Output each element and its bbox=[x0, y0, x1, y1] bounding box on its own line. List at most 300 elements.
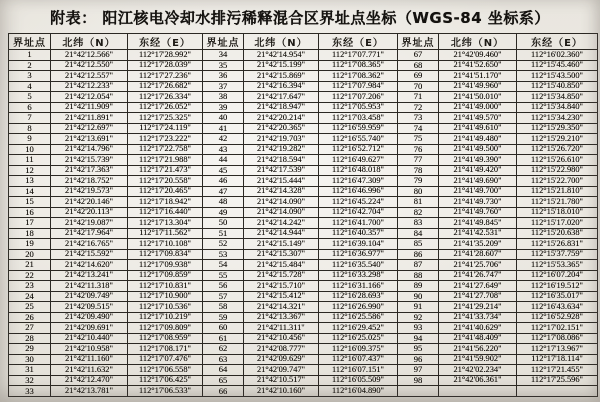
longitude-cell: 112°17'21.455" bbox=[517, 365, 598, 376]
latitude-cell: 21°42'09.460" bbox=[439, 50, 517, 61]
latitude-cell: 21°42'11.632" bbox=[51, 365, 128, 376]
point-id-cell: 32 bbox=[9, 375, 51, 386]
latitude-cell: 21°41'35.209" bbox=[439, 239, 517, 250]
latitude-cell: 21°42'14.242" bbox=[244, 218, 319, 229]
point-id-cell: 48 bbox=[203, 197, 244, 208]
point-id-cell: 83 bbox=[398, 218, 439, 229]
latitude-cell: 21°42'15.444" bbox=[244, 176, 319, 187]
point-id-cell: 88 bbox=[398, 270, 439, 281]
latitude-cell: 21°41'49.390" bbox=[439, 155, 517, 166]
latitude-cell: 21°42'14.321" bbox=[244, 302, 319, 313]
table-header-row bbox=[9, 34, 598, 50]
point-id-cell: 15 bbox=[9, 197, 51, 208]
table-row bbox=[9, 260, 598, 271]
longitude-cell: 112°17'25.596" bbox=[517, 375, 598, 386]
table-row bbox=[9, 123, 598, 134]
point-id-cell: 21 bbox=[9, 260, 51, 271]
longitude-cell: 112°16'33.298" bbox=[319, 270, 398, 281]
longitude-cell: 112°17'08.362" bbox=[319, 71, 398, 82]
latitude-cell: 21°42'15.199" bbox=[244, 60, 319, 71]
longitude-cell: 112°17'24.119" bbox=[128, 123, 203, 134]
latitude-cell: 21°41'42.531" bbox=[439, 228, 517, 239]
table-row bbox=[9, 354, 598, 365]
point-id-cell: 34 bbox=[203, 50, 244, 61]
point-id-cell: 46 bbox=[203, 176, 244, 187]
latitude-cell: 21°41'49.700" bbox=[439, 186, 517, 197]
point-id-cell: 14 bbox=[9, 186, 51, 197]
point-id-cell: 53 bbox=[203, 249, 244, 260]
point-id-cell: 52 bbox=[203, 239, 244, 250]
point-id-cell: 44 bbox=[203, 155, 244, 166]
longitude-cell: 112°17'02.151" bbox=[517, 323, 598, 334]
latitude-cell: 21°41'33.734" bbox=[439, 312, 517, 323]
point-id-cell: 85 bbox=[398, 239, 439, 250]
table-row bbox=[9, 102, 598, 113]
latitude-cell: 21°42'12.557" bbox=[51, 71, 128, 82]
latitude-cell: 21°42'09.515" bbox=[51, 302, 128, 313]
latitude-cell: 21°41'40.629" bbox=[439, 323, 517, 334]
latitude-cell: 21°41'56.220" bbox=[439, 344, 517, 355]
point-id-cell: 57 bbox=[203, 291, 244, 302]
longitude-cell: 112°17'09.859" bbox=[128, 270, 203, 281]
point-id-cell: 5 bbox=[9, 92, 51, 103]
coordinate-table bbox=[8, 33, 598, 397]
latitude-cell: 21°42'09.629" bbox=[244, 354, 319, 365]
table-row bbox=[9, 155, 598, 166]
latitude-cell: 21°42'15.869" bbox=[244, 71, 319, 82]
latitude-cell: 21°42'08.777" bbox=[244, 344, 319, 355]
longitude-cell: 112°16'42.704" bbox=[319, 207, 398, 218]
longitude-cell: 112°15'20.638" bbox=[517, 228, 598, 239]
latitude-cell: 21°41'27.708" bbox=[439, 291, 517, 302]
point-id-cell: 86 bbox=[398, 249, 439, 260]
point-id-cell: 20 bbox=[9, 249, 51, 260]
point-id-cell: 87 bbox=[398, 260, 439, 271]
latitude-cell: 21°42'09.749" bbox=[51, 291, 128, 302]
point-id-cell: 49 bbox=[203, 207, 244, 218]
longitude-cell: 112°17'05.953" bbox=[319, 102, 398, 113]
table-row bbox=[9, 375, 598, 386]
latitude-cell: 21°42'11.891" bbox=[51, 113, 128, 124]
point-id-cell: 42 bbox=[203, 134, 244, 145]
latitude-cell: 21°41'29.214" bbox=[439, 302, 517, 313]
latitude-cell: 21°41'48.409" bbox=[439, 333, 517, 344]
point-id-cell: 81 bbox=[398, 197, 439, 208]
longitude-cell: 112°16'46.996" bbox=[319, 186, 398, 197]
point-id-cell: 30 bbox=[9, 354, 51, 365]
point-id-cell: 71 bbox=[398, 92, 439, 103]
table-row bbox=[9, 239, 598, 250]
longitude-cell: 112°17'21.473" bbox=[128, 165, 203, 176]
longitude-cell: 112°17'10.831" bbox=[128, 281, 203, 292]
latitude-cell: 21°42'09.490" bbox=[51, 312, 128, 323]
point-id-cell: 22 bbox=[9, 270, 51, 281]
point-id-cell: 61 bbox=[203, 333, 244, 344]
document-title: 附表： 阳江核电冷却水排污稀释混合区界址点坐标（WGS-84 坐标系） bbox=[50, 9, 550, 27]
header-point: 界址点 bbox=[9, 34, 51, 50]
longitude-cell: 112°16'35.540" bbox=[319, 260, 398, 271]
table-row bbox=[9, 71, 598, 82]
longitude-cell: 112°15'29.350" bbox=[517, 123, 598, 134]
header-point: 界址点 bbox=[203, 34, 244, 50]
longitude-cell: 112°16'43.634" bbox=[517, 302, 598, 313]
point-id-cell: 79 bbox=[398, 176, 439, 187]
latitude-cell: 21°42'13.367" bbox=[244, 312, 319, 323]
latitude-cell: 21°42'15.739" bbox=[51, 155, 128, 166]
table-row bbox=[9, 186, 598, 197]
longitude-cell: 112°17'08.959" bbox=[128, 333, 203, 344]
table-row bbox=[9, 323, 598, 334]
point-id-cell: 3 bbox=[9, 71, 51, 82]
longitude-cell: 112°16'02.360" bbox=[517, 50, 598, 61]
latitude-cell: 21°42'15.592" bbox=[51, 249, 128, 260]
longitude-cell: 112°16'04.890" bbox=[319, 386, 398, 397]
header-lat: 北纬（N） bbox=[51, 34, 128, 50]
longitude-cell: 112°16'41.700" bbox=[319, 218, 398, 229]
longitude-cell: 112°16'19.512" bbox=[517, 281, 598, 292]
longitude-cell: 112°15'17.020" bbox=[517, 218, 598, 229]
latitude-cell: 21°42'15.307" bbox=[244, 249, 319, 260]
longitude-cell: 112°17'09.809" bbox=[128, 323, 203, 334]
latitude-cell: 21°42'15.149" bbox=[244, 239, 319, 250]
longitude-cell: 112°17'20.465" bbox=[128, 186, 203, 197]
table-row bbox=[9, 165, 598, 176]
point-id-cell: 60 bbox=[203, 323, 244, 334]
longitude-cell: 112°17'27.236" bbox=[128, 71, 203, 82]
latitude-cell: 21°42'16.394" bbox=[244, 81, 319, 92]
longitude-cell: 112°15'45.460" bbox=[517, 60, 598, 71]
point-id-cell: 69 bbox=[398, 71, 439, 82]
point-id-cell: 36 bbox=[203, 71, 244, 82]
longitude-cell: 112°16'26.990" bbox=[319, 302, 398, 313]
longitude-cell: 112°15'26.831" bbox=[517, 239, 598, 250]
header-lat: 北纬（N） bbox=[244, 34, 319, 50]
table-row bbox=[9, 92, 598, 103]
point-id-cell: 28 bbox=[9, 333, 51, 344]
longitude-cell: 112°16'07.151" bbox=[319, 365, 398, 376]
latitude-cell: 21°42'12.550" bbox=[51, 60, 128, 71]
point-id-cell: 77 bbox=[398, 155, 439, 166]
point-id-cell: 17 bbox=[9, 218, 51, 229]
point-id-cell: 6 bbox=[9, 102, 51, 113]
longitude-cell: 112°17'09.938" bbox=[128, 260, 203, 271]
longitude-cell: 112°15'40.850" bbox=[517, 81, 598, 92]
table-row bbox=[9, 134, 598, 145]
table-row bbox=[9, 197, 598, 208]
longitude-cell: 112°16'35.017" bbox=[517, 291, 598, 302]
header-lat: 北纬（N） bbox=[439, 34, 517, 50]
longitude-cell: 112°17'10.536" bbox=[128, 302, 203, 313]
point-id-cell: 9 bbox=[9, 134, 51, 145]
latitude-cell: 21°42'14.620" bbox=[51, 260, 128, 271]
point-id-cell: 39 bbox=[203, 102, 244, 113]
point-id-cell: 41 bbox=[203, 123, 244, 134]
longitude-cell: 112°17'18.942" bbox=[128, 197, 203, 208]
latitude-cell: 21°42'13.691" bbox=[51, 134, 128, 145]
longitude-cell: 112°17'28.039" bbox=[128, 60, 203, 71]
latitude-cell: 21°42'14.090" bbox=[244, 197, 319, 208]
point-id-cell: 50 bbox=[203, 218, 244, 229]
longitude-cell: 112°16'49.627" bbox=[319, 155, 398, 166]
point-id-cell: 24 bbox=[9, 291, 51, 302]
longitude-cell: 112°16'59.959" bbox=[319, 123, 398, 134]
point-id-cell: 64 bbox=[203, 365, 244, 376]
point-id-cell: 82 bbox=[398, 207, 439, 218]
header-lon: 东经（E） bbox=[517, 34, 598, 50]
longitude-cell: 112°16'55.740" bbox=[319, 134, 398, 145]
table-row bbox=[9, 333, 598, 344]
point-id-cell: 62 bbox=[203, 344, 244, 355]
longitude-cell: 112°17'06.425" bbox=[128, 375, 203, 386]
longitude-cell: 112°17'26.052" bbox=[128, 102, 203, 113]
longitude-cell: 112°17'08.365" bbox=[319, 60, 398, 71]
point-id-cell: 47 bbox=[203, 186, 244, 197]
point-id-cell: 40 bbox=[203, 113, 244, 124]
longitude-cell: 112°15'22.980" bbox=[517, 165, 598, 176]
latitude-cell: 21°42'15.728" bbox=[244, 270, 319, 281]
longitude-cell: 112°15'21.810" bbox=[517, 186, 598, 197]
longitude-cell: 112°15'34.840" bbox=[517, 102, 598, 113]
point-id-cell: 90 bbox=[398, 291, 439, 302]
latitude-cell: 21°42'11.311" bbox=[244, 323, 319, 334]
table-row bbox=[9, 60, 598, 71]
longitude-cell: 112°17'10.900" bbox=[128, 291, 203, 302]
point-id-cell: 12 bbox=[9, 165, 51, 176]
longitude-cell: 112°16'39.104" bbox=[319, 239, 398, 250]
longitude-cell: 112°17'06.558" bbox=[128, 365, 203, 376]
point-id-cell: 51 bbox=[203, 228, 244, 239]
longitude-cell: 112°17'21.988" bbox=[128, 155, 203, 166]
latitude-cell: 21°42'19.282" bbox=[244, 144, 319, 155]
latitude-cell: 21°42'17.964" bbox=[51, 228, 128, 239]
point-id-cell: 26 bbox=[9, 312, 51, 323]
point-id-cell: 84 bbox=[398, 228, 439, 239]
point-id-cell: 91 bbox=[398, 302, 439, 313]
latitude-cell: 21°42'10.958" bbox=[51, 344, 128, 355]
latitude-cell: 21°42'10.517" bbox=[244, 375, 319, 386]
latitude-cell: 21°42'11.160" bbox=[51, 354, 128, 365]
latitude-cell: 21°42'18.947" bbox=[244, 102, 319, 113]
table-row bbox=[9, 312, 598, 323]
latitude-cell: 21°41'49.500" bbox=[439, 144, 517, 155]
point-id-cell: 89 bbox=[398, 281, 439, 292]
point-id-cell: 55 bbox=[203, 270, 244, 281]
table-row bbox=[9, 291, 598, 302]
longitude-cell: 112°16'29.452" bbox=[319, 323, 398, 334]
point-id-cell: 80 bbox=[398, 186, 439, 197]
longitude-cell: 112°17'13.304" bbox=[128, 218, 203, 229]
table-row bbox=[9, 218, 598, 229]
point-id-cell: 68 bbox=[398, 60, 439, 71]
longitude-cell: 112°15'34.850" bbox=[517, 92, 598, 103]
longitude-cell: 112°16'36.977" bbox=[319, 249, 398, 260]
latitude-cell: 21°42'14.944" bbox=[244, 228, 319, 239]
latitude-cell: 21°42'15.484" bbox=[244, 260, 319, 271]
point-id-cell: 94 bbox=[398, 333, 439, 344]
point-id-cell: 72 bbox=[398, 102, 439, 113]
longitude-cell: 112°15'26.610" bbox=[517, 155, 598, 166]
latitude-cell: 21°41'49.730" bbox=[439, 197, 517, 208]
latitude-cell: 21°41'49.000" bbox=[439, 102, 517, 113]
point-id-cell: 8 bbox=[9, 123, 51, 134]
longitude-cell: 112°17'07.771" bbox=[319, 50, 398, 61]
table-row bbox=[9, 50, 598, 61]
latitude-cell: 21°42'12.697" bbox=[51, 123, 128, 134]
latitude-cell: 21°42'14.090" bbox=[244, 207, 319, 218]
point-id-cell: 93 bbox=[398, 323, 439, 334]
longitude-cell: 112°16'52.712" bbox=[319, 144, 398, 155]
point-id-cell: 76 bbox=[398, 144, 439, 155]
longitude-cell: 112°15'43.500" bbox=[517, 71, 598, 82]
longitude-cell: 112°15'29.210" bbox=[517, 134, 598, 145]
point-id-cell: 63 bbox=[203, 354, 244, 365]
longitude-cell: 112°17'07.984" bbox=[319, 81, 398, 92]
longitude-cell: 112°15'53.365" bbox=[517, 260, 598, 271]
latitude-cell: 21°42'12.233" bbox=[51, 81, 128, 92]
point-id-cell: 23 bbox=[9, 281, 51, 292]
point-id-cell: 59 bbox=[203, 312, 244, 323]
longitude-cell: 112°17'07.206" bbox=[319, 92, 398, 103]
table-row bbox=[9, 81, 598, 92]
table-row bbox=[9, 207, 598, 218]
latitude-cell: 21°42'17.363" bbox=[51, 165, 128, 176]
longitude-cell: 112°17'09.834" bbox=[128, 249, 203, 260]
longitude-cell: 112°16'09.375" bbox=[319, 344, 398, 355]
point-id-cell: 66 bbox=[203, 386, 244, 397]
table-row bbox=[9, 365, 598, 376]
longitude-cell: 112°16'25.586" bbox=[319, 312, 398, 323]
latitude-cell: 21°42'02.234" bbox=[439, 365, 517, 376]
latitude-cell: 21°42'06.361" bbox=[439, 375, 517, 386]
point-id-cell: 33 bbox=[9, 386, 51, 397]
latitude-cell: 21°41'49.420" bbox=[439, 165, 517, 176]
latitude-cell: 21°42'11.318" bbox=[51, 281, 128, 292]
latitude-cell: 21°42'19.087" bbox=[51, 218, 128, 229]
longitude-cell: 112°16'28.693" bbox=[319, 291, 398, 302]
table-row bbox=[9, 386, 598, 397]
point-id-cell: 56 bbox=[203, 281, 244, 292]
empty-cell bbox=[517, 386, 598, 397]
longitude-cell: 112°17'08.086" bbox=[517, 333, 598, 344]
table-row bbox=[9, 228, 598, 239]
point-id-cell: 35 bbox=[203, 60, 244, 71]
latitude-cell: 21°42'17.539" bbox=[244, 165, 319, 176]
table-row bbox=[9, 249, 598, 260]
point-id-cell: 65 bbox=[203, 375, 244, 386]
latitude-cell: 21°42'13.781" bbox=[51, 386, 128, 397]
longitude-cell: 112°16'05.509" bbox=[319, 375, 398, 386]
point-id-cell: 11 bbox=[9, 155, 51, 166]
header-lon: 东经（E） bbox=[128, 34, 203, 50]
longitude-cell: 112°17'08.171" bbox=[128, 344, 203, 355]
longitude-cell: 112°17'23.222" bbox=[128, 134, 203, 145]
latitude-cell: 21°42'09.747" bbox=[244, 365, 319, 376]
latitude-cell: 21°41'49.960" bbox=[439, 81, 517, 92]
latitude-cell: 21°42'12.054" bbox=[51, 92, 128, 103]
point-id-cell: 67 bbox=[398, 50, 439, 61]
point-id-cell: 25 bbox=[9, 302, 51, 313]
latitude-cell: 21°42'12.566" bbox=[51, 50, 128, 61]
longitude-cell: 112°16'48.018" bbox=[319, 165, 398, 176]
point-id-cell: 10 bbox=[9, 144, 51, 155]
latitude-cell: 21°41'59.902" bbox=[439, 354, 517, 365]
latitude-cell: 21°42'13.241" bbox=[51, 270, 128, 281]
longitude-cell: 112°15'34.230" bbox=[517, 113, 598, 124]
latitude-cell: 21°41'26.747" bbox=[439, 270, 517, 281]
point-id-cell: 58 bbox=[203, 302, 244, 313]
point-id-cell: 74 bbox=[398, 123, 439, 134]
latitude-cell: 21°42'16.765" bbox=[51, 239, 128, 250]
latitude-cell: 21°42'11.909" bbox=[51, 102, 128, 113]
latitude-cell: 21°42'20.365" bbox=[244, 123, 319, 134]
latitude-cell: 21°42'19.703" bbox=[244, 134, 319, 145]
latitude-cell: 21°41'28.607" bbox=[439, 249, 517, 260]
latitude-cell: 21°41'52.650" bbox=[439, 60, 517, 71]
point-id-cell: 37 bbox=[203, 81, 244, 92]
table-row bbox=[9, 270, 598, 281]
point-id-cell: 78 bbox=[398, 165, 439, 176]
longitude-cell: 112°16'45.224" bbox=[319, 197, 398, 208]
longitude-cell: 112°16'25.025" bbox=[319, 333, 398, 344]
longitude-cell: 112°17'25.325" bbox=[128, 113, 203, 124]
point-id-cell: 75 bbox=[398, 134, 439, 145]
longitude-cell: 112°17'07.476" bbox=[128, 354, 203, 365]
longitude-cell: 112°16'47.309" bbox=[319, 176, 398, 187]
latitude-cell: 21°42'18.594" bbox=[244, 155, 319, 166]
latitude-cell: 21°42'20.113" bbox=[51, 207, 128, 218]
latitude-cell: 21°41'27.649" bbox=[439, 281, 517, 292]
latitude-cell: 21°42'15.710" bbox=[244, 281, 319, 292]
latitude-cell: 21°42'18.752" bbox=[51, 176, 128, 187]
longitude-cell: 112°16'40.357" bbox=[319, 228, 398, 239]
table-row bbox=[9, 113, 598, 124]
table-row bbox=[9, 302, 598, 313]
point-id-cell: 31 bbox=[9, 365, 51, 376]
longitude-cell: 112°17'18.114" bbox=[517, 354, 598, 365]
point-id-cell: 2 bbox=[9, 60, 51, 71]
longitude-cell: 112°15'37.759" bbox=[517, 249, 598, 260]
longitude-cell: 112°17'26.334" bbox=[128, 92, 203, 103]
longitude-cell: 112°15'21.780" bbox=[517, 197, 598, 208]
longitude-cell: 112°17'16.440" bbox=[128, 207, 203, 218]
latitude-cell: 21°42'14.796" bbox=[51, 144, 128, 155]
header-lon: 东经（E） bbox=[319, 34, 398, 50]
point-id-cell: 97 bbox=[398, 365, 439, 376]
point-id-cell: 27 bbox=[9, 323, 51, 334]
latitude-cell: 21°41'49.610" bbox=[439, 123, 517, 134]
point-id-cell: 4 bbox=[9, 81, 51, 92]
point-id-cell: 18 bbox=[9, 228, 51, 239]
latitude-cell: 21°42'10.440" bbox=[51, 333, 128, 344]
table-body bbox=[9, 50, 598, 397]
longitude-cell: 112°17'28.992" bbox=[128, 50, 203, 61]
longitude-cell: 112°17'13.967" bbox=[517, 344, 598, 355]
point-id-cell: 38 bbox=[203, 92, 244, 103]
point-id-cell: 92 bbox=[398, 312, 439, 323]
longitude-cell: 112°17'10.108" bbox=[128, 239, 203, 250]
point-id-cell: 95 bbox=[398, 344, 439, 355]
latitude-cell: 21°41'51.170" bbox=[439, 71, 517, 82]
longitude-cell: 112°17'20.558" bbox=[128, 176, 203, 187]
table-row bbox=[9, 281, 598, 292]
longitude-cell: 112°16'07.437" bbox=[319, 354, 398, 365]
empty-cell bbox=[439, 386, 517, 397]
point-id-cell: 70 bbox=[398, 81, 439, 92]
latitude-cell: 21°42'10.160" bbox=[244, 386, 319, 397]
latitude-cell: 21°41'25.706" bbox=[439, 260, 517, 271]
latitude-cell: 21°42'17.647" bbox=[244, 92, 319, 103]
latitude-cell: 21°41'49.760" bbox=[439, 207, 517, 218]
